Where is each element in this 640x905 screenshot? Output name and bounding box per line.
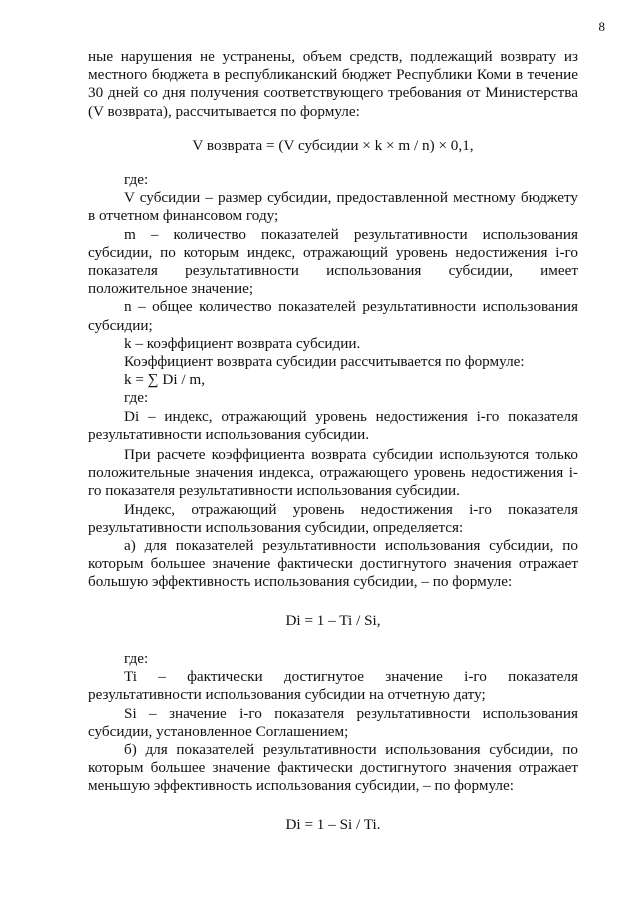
formula-v-vozvrata: V возврата = (V субсидии × k × m / n) × 0,1, xyxy=(192,136,474,154)
paragraph-n-definition: n – общее количество показателей результативности использования субсидии; xyxy=(88,298,578,334)
formula-di-b: Di = 1 – Si / Ti. xyxy=(285,815,381,833)
paragraph-di-definition: Di – индекс, отражающий уровень недостижения i-го показателя результативности использования субсидии. xyxy=(88,407,578,443)
paragraph-where: где: xyxy=(124,649,149,667)
paragraph-k-definition: k – коэффициент возврата субсидии. xyxy=(124,334,361,352)
paragraph-ti-definition: Ti – фактически достигнутое значение i-го показателя результативности использования субсидии на отчетную дату; xyxy=(88,668,578,704)
document-body xyxy=(88,48,578,834)
paragraph-positive-values: При расчете коэффициента возврата субсидии используются только положительные значения индекса, отражающего уровень недостижения i-го показателя результативности использования субсидии. xyxy=(88,446,578,500)
paragraph-where: где: xyxy=(124,389,149,407)
paragraph-where: где: xyxy=(124,171,149,189)
paragraph-continuation: ные нарушения не устранены, объем средств, подлежащий возврату из местного бюджета в республиканский бюджет Республики Коми в течение 30 дней со дня получения соответствующего требования от Министерства (V возврата), рассчитывается по формуле: xyxy=(88,48,578,120)
formula-di-a: Di = 1 – Ti / Si, xyxy=(285,611,381,629)
paragraph-m-definition: m – количество показателей результативности использования субсидии, по которым индекс, отражающий уровень недостижения i-го показателя результативности использования субсидии, имеет положительное значение; xyxy=(88,225,578,298)
paragraph-k-formula-intro: Коэффициент возврата субсидии рассчитывается по формуле: xyxy=(124,353,525,371)
paragraph-case-a: а) для показателей результативности использования субсидии, по которым большее значение фактически достигнутого значения отражает большую эффективность использования субсидии, – по формуле: xyxy=(88,537,578,591)
paragraph-index-determined: Индекс, отражающий уровень недостижения i-го показателя результативности использования субсидии, определяется: xyxy=(88,500,578,536)
page-number: 8 xyxy=(598,19,605,34)
paragraph-v-subsidii: V субсидии – размер субсидии, предоставленной местному бюджету в отчетном финансовом году; xyxy=(88,189,578,225)
paragraph-si-definition: Si – значение i-го показателя результативности использования субсидии, установленное Соглашением; xyxy=(88,704,578,740)
formula-k: k = ∑ Di / m, xyxy=(124,371,205,389)
paragraph-case-b: б) для показателей результативности использования субсидии, по которым большее значение фактически достигнутого значения отражает меньшую эффективность использования субсидии, – по формуле: xyxy=(88,740,578,795)
